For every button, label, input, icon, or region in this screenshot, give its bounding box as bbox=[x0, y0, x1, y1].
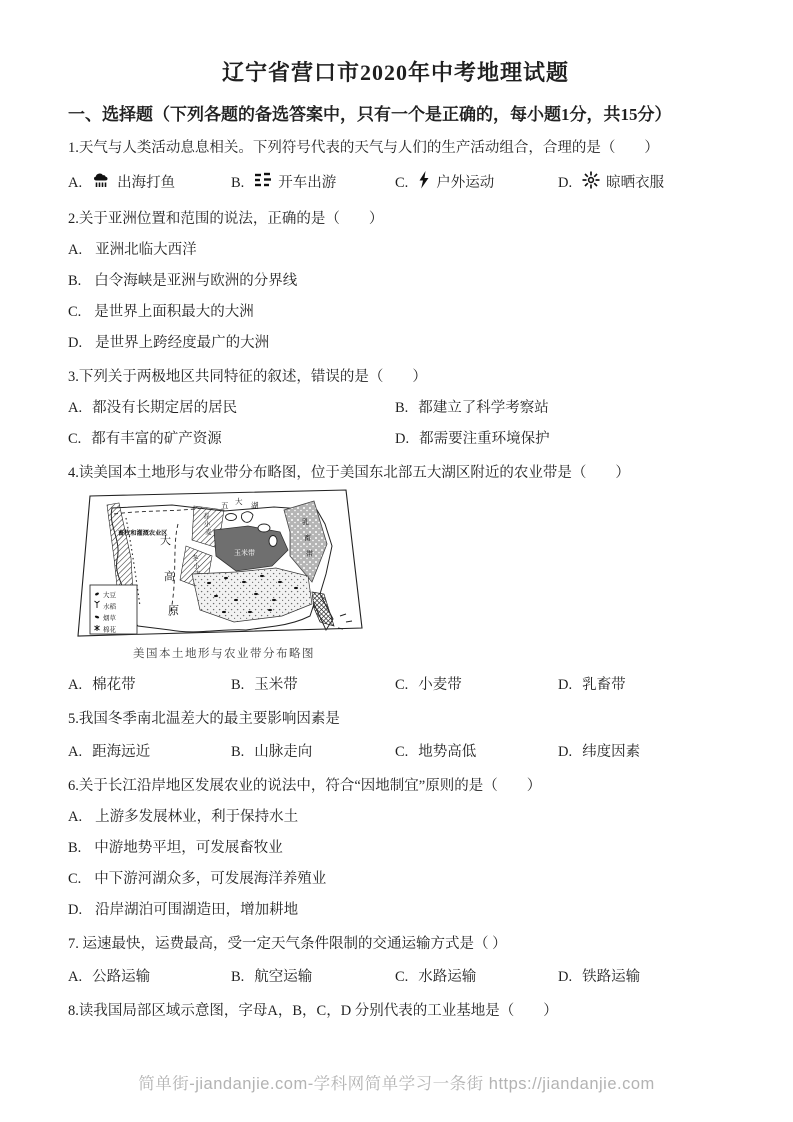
svg-text:小: 小 bbox=[193, 563, 200, 570]
question-3 bbox=[68, 367, 723, 449]
option-label: C. bbox=[68, 431, 82, 447]
option-label: B. bbox=[231, 175, 245, 191]
question-2 bbox=[68, 209, 723, 353]
option-b bbox=[231, 967, 395, 987]
option-b bbox=[231, 172, 395, 194]
us-agriculture-map bbox=[74, 488, 374, 640]
svg-text:乳: 乳 bbox=[302, 518, 309, 526]
option-c bbox=[395, 675, 558, 695]
question-3-options bbox=[68, 398, 723, 449]
question-7 bbox=[68, 934, 723, 987]
svg-text:冬: 冬 bbox=[192, 555, 199, 562]
question-stem: 5.我国冬季南北温差大的最主要影响因素是 bbox=[68, 711, 340, 727]
question-7-options bbox=[68, 967, 723, 987]
option-a bbox=[68, 398, 395, 418]
option-text: 铁路运输 bbox=[582, 969, 641, 985]
option-text: 都有丰富的矿产资源 bbox=[91, 431, 222, 447]
watermark-footer: 简单街-jiandanjie.com-学科网简单学习一条街 https://jiandanjie.com bbox=[138, 1075, 655, 1093]
ranch-area-label: 畜牧和灌溉农业区 bbox=[118, 530, 168, 537]
fog-icon bbox=[254, 172, 272, 194]
option-text: 棉花带 bbox=[92, 677, 136, 693]
option-c bbox=[68, 429, 395, 449]
plateau-boundary bbox=[170, 524, 178, 616]
question-1-options bbox=[68, 171, 723, 195]
rain-icon bbox=[92, 172, 111, 195]
option-label: B. bbox=[68, 273, 82, 289]
option-label: A. bbox=[68, 677, 83, 693]
option-b bbox=[395, 398, 549, 418]
great-lakes-label bbox=[221, 496, 259, 510]
option-text: 都没有长期定居的居民 bbox=[92, 400, 238, 416]
svg-text:湖: 湖 bbox=[251, 501, 259, 510]
option-text: 晾晒衣服 bbox=[606, 175, 665, 191]
option-label: B. bbox=[231, 744, 245, 760]
option-label: C. bbox=[68, 871, 82, 887]
question-5-options bbox=[68, 742, 723, 762]
option-label: B. bbox=[68, 840, 82, 856]
option-label: B. bbox=[231, 677, 245, 693]
option-text: 距海远近 bbox=[92, 744, 151, 760]
option-label: D. bbox=[68, 335, 83, 351]
option-text: 亚洲北临大西洋 bbox=[95, 242, 197, 258]
option-text: 都建立了科学考察站 bbox=[418, 400, 549, 416]
option-a bbox=[68, 742, 231, 762]
legend-label: 烟草 bbox=[103, 615, 116, 622]
option-text: 沿岸湖泊可围湖造田，增加耕地 bbox=[95, 902, 299, 918]
option-d bbox=[395, 429, 550, 449]
option-label: D. bbox=[558, 744, 573, 760]
option-text: 小麦带 bbox=[418, 677, 462, 693]
option-d bbox=[68, 333, 723, 353]
option-a bbox=[68, 967, 231, 987]
option-label: A. bbox=[68, 175, 83, 191]
option-text: 上游多发展林业，利于保持水土 bbox=[95, 809, 299, 825]
option-label: C. bbox=[395, 175, 409, 191]
option-text: 纬度因素 bbox=[582, 744, 641, 760]
option-text: 白令海峡是亚洲与欧洲的分界线 bbox=[94, 273, 298, 289]
legend-label: 棉花 bbox=[103, 626, 116, 634]
question-stem: 6.关于长江沿岸地区发展农业的说法中，符合“因地制宜”原则的是（ ） bbox=[68, 778, 542, 794]
option-label: B. bbox=[231, 969, 245, 985]
option-a bbox=[68, 675, 231, 695]
southern-crop-region bbox=[192, 568, 312, 622]
option-b bbox=[231, 742, 395, 762]
option-label: A. bbox=[68, 242, 83, 258]
option-text: 乳畜带 bbox=[582, 677, 626, 693]
svg-text:大: 大 bbox=[235, 497, 243, 506]
option-text: 是世界上跨经度最广的大洲 bbox=[95, 335, 270, 351]
question-stem: 3.下列关于两极地区共同特征的叙述，错误的是（ ） bbox=[68, 369, 427, 385]
plateau-label bbox=[160, 533, 179, 617]
question-stem: 7. 运速最快，运费最高，受一定天气条件限制的交通运输方式是（ ） bbox=[68, 936, 507, 952]
svg-text:原: 原 bbox=[168, 605, 179, 617]
option-label: C. bbox=[395, 744, 409, 760]
option-c bbox=[395, 171, 558, 195]
option-text: 开车出游 bbox=[278, 175, 337, 191]
option-text: 航空运输 bbox=[254, 969, 313, 985]
question-stem: 1.天气与人类活动息息相关。下列符号代表的天气与人们的生产活动组合，合理的是（ ） bbox=[68, 140, 659, 156]
island-marks bbox=[338, 614, 352, 629]
option-text: 地势高低 bbox=[418, 744, 477, 760]
question-stem: 4.读美国本土地形与农业带分布略图，位于美国东北部五大湖区附近的农业带是（ ） bbox=[68, 465, 630, 481]
option-a bbox=[68, 807, 723, 827]
northern-border-dashed bbox=[114, 508, 202, 514]
option-label: D. bbox=[68, 902, 83, 918]
option-a bbox=[68, 240, 723, 260]
option-text: 出海打鱼 bbox=[117, 175, 176, 191]
corn-belt-label: 玉米带 bbox=[234, 549, 255, 557]
section-heading: 一、选择题（下列各题的备选答案中，只有一个是正确的，每小题1分，共15分） bbox=[68, 105, 672, 124]
svg-text:大: 大 bbox=[160, 535, 171, 547]
option-text: 都需要注重环境保护 bbox=[419, 431, 550, 447]
option-label: B. bbox=[395, 400, 409, 416]
question-8 bbox=[68, 1001, 723, 1021]
legend-box bbox=[90, 585, 137, 634]
option-label: D. bbox=[558, 677, 573, 693]
option-c bbox=[68, 869, 723, 889]
option-c bbox=[395, 967, 558, 987]
option-c bbox=[395, 742, 558, 762]
option-label: D. bbox=[558, 175, 573, 191]
option-text: 是世界上面积最大的大洲 bbox=[94, 304, 254, 320]
svg-text:麦: 麦 bbox=[205, 529, 212, 536]
option-label: C. bbox=[68, 304, 82, 320]
option-label: A. bbox=[68, 809, 83, 825]
sun-icon bbox=[582, 171, 600, 195]
option-d bbox=[558, 675, 626, 695]
option-label: D. bbox=[395, 431, 410, 447]
option-label: C. bbox=[395, 969, 409, 985]
question-stem: 2.关于亚洲位置和范围的说法，正确的是（ ） bbox=[68, 211, 384, 227]
legend-label: 大豆 bbox=[103, 592, 116, 599]
map-caption: 美国本土地形与农业带分布略图 bbox=[133, 648, 315, 660]
option-label: A. bbox=[68, 969, 83, 985]
options-row bbox=[68, 429, 723, 449]
question-6 bbox=[68, 776, 723, 920]
option-text: 玉米带 bbox=[254, 677, 298, 693]
option-text: 山脉走向 bbox=[254, 744, 313, 760]
option-c bbox=[68, 302, 723, 322]
option-label: C. bbox=[395, 677, 409, 693]
option-b bbox=[231, 675, 395, 695]
option-a bbox=[68, 172, 231, 195]
svg-text:小: 小 bbox=[204, 521, 211, 528]
option-text: 水路运输 bbox=[418, 969, 477, 985]
svg-text:春: 春 bbox=[203, 513, 210, 520]
option-d bbox=[68, 900, 723, 920]
legend-label: 水稻 bbox=[103, 603, 116, 611]
option-label: A. bbox=[68, 744, 83, 760]
svg-text:五: 五 bbox=[221, 501, 229, 510]
us-agriculture-map-figure bbox=[74, 488, 374, 662]
svg-text:带: 带 bbox=[306, 550, 313, 558]
lightning-icon bbox=[418, 171, 430, 195]
option-d bbox=[558, 967, 640, 987]
question-5 bbox=[68, 709, 723, 762]
option-text: 中游地势平坦，可发展畜牧业 bbox=[94, 840, 283, 856]
svg-text:畜: 畜 bbox=[304, 534, 311, 542]
florida-region bbox=[312, 592, 334, 626]
option-label: D. bbox=[558, 969, 573, 985]
option-d bbox=[558, 171, 664, 195]
svg-text:高: 高 bbox=[164, 571, 175, 583]
question-stem: 8.读我国局部区域示意图，字母A，B，C，D 分别代表的工业基地是（ ） bbox=[68, 1003, 558, 1019]
option-text: 中下游河湖众多，可发展海洋养殖业 bbox=[94, 871, 327, 887]
option-text: 公路运输 bbox=[92, 969, 151, 985]
question-4-options bbox=[68, 675, 723, 695]
page-title: 辽宁省营口市2020年中考地理试题 bbox=[221, 60, 569, 85]
option-d bbox=[558, 742, 640, 762]
option-b bbox=[68, 271, 723, 291]
option-b bbox=[68, 838, 723, 858]
option-text: 户外运动 bbox=[436, 175, 495, 191]
options-row bbox=[68, 398, 723, 418]
question-1 bbox=[68, 138, 723, 195]
question-4 bbox=[68, 463, 723, 695]
option-label: A. bbox=[68, 400, 83, 416]
